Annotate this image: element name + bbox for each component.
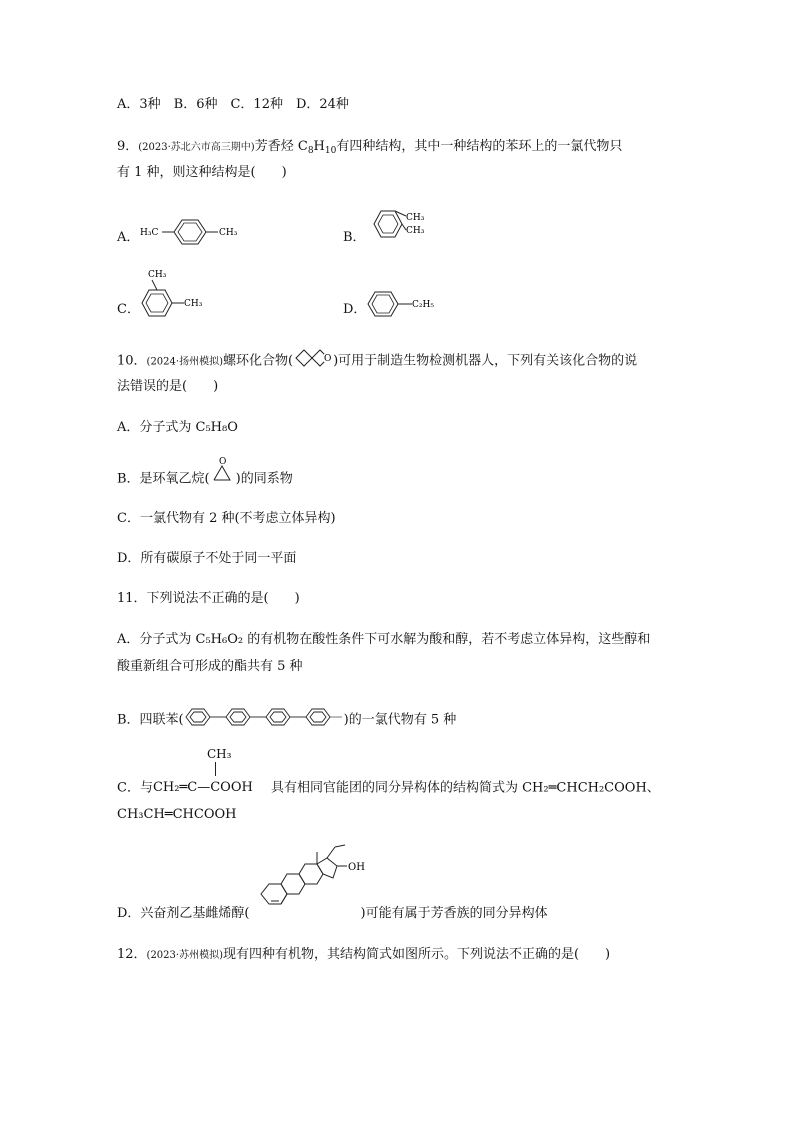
q10-option-c: C．一氯代物有 2 种(不考虑立体异构)	[117, 511, 336, 526]
q10-number: 10．	[117, 353, 147, 369]
q9-d-right-text: C₂H₅	[412, 300, 434, 310]
q11-option-d	[117, 905, 548, 923]
q11-option-b-b: )的一氯代物有 5 种	[343, 712, 457, 728]
q9-option-c-label: C．	[117, 302, 140, 317]
q9-number: 9．	[117, 139, 139, 154]
q9-source: (2023·苏北六市高三期中)	[138, 142, 255, 153]
q10-stem	[117, 347, 637, 375]
q9-option-a-structure	[140, 212, 250, 252]
q11-option-b	[117, 707, 456, 733]
q11-option-c-a: C．与	[117, 780, 153, 796]
q9-option-b-structure	[362, 202, 442, 248]
q9-option-d-structure	[362, 288, 452, 322]
epoxide-o: O	[218, 457, 227, 467]
q11-option-c	[117, 747, 660, 798]
q10-option-d: D．所有碳原子不处于同一平面	[117, 551, 297, 566]
q11-option-c-b: 具有相同官能团的同分异构体的结构简式为 CH₂═CHCH₂COOH、	[270, 780, 660, 796]
q11-option-d-a: D．兴奋剂乙基雌烯醇(	[117, 906, 250, 921]
q9-stem	[117, 138, 622, 157]
q9-option-d-label: D．	[343, 302, 367, 317]
q10-stem-b: )可用于制造生物检测机器人，下列有关该化合物的说	[333, 353, 638, 369]
q10-option-a: A．分子式为 C₅H₈O	[117, 420, 238, 435]
q10-option-b-a: B．是环氧乙烷(	[117, 471, 210, 487]
q9-option-c-structure	[138, 266, 218, 320]
q9-option-b-label: B．	[343, 230, 366, 245]
q10-source: (2024·扬州模拟)	[146, 356, 223, 368]
q9-sub10: 10	[324, 146, 337, 156]
q9-a-right-text: CH₃	[219, 228, 238, 238]
q10-stem-a: 螺环化合物(	[222, 353, 294, 369]
q9-line2: 有 1 种，则这种结构是( )	[117, 165, 287, 180]
q9-stem-b: 有四种结构，其中一种结构的苯环上的一氯代物只	[336, 139, 623, 154]
q9-b-bot-text: CH₃	[406, 226, 425, 236]
q10-option-b-b: )的同系物	[235, 471, 293, 487]
q11-option-d-b: )可能有属于芳香族的同分异构体	[360, 906, 548, 921]
q9-a-left-text: H₃C	[140, 228, 159, 238]
q12-number: 12．	[117, 947, 147, 962]
q11-option-a-line1: A．分子式为 C₅H₆O₂ 的有机物在酸性条件下可水解为酸和醇，若不考虑立体异构，这些醇和	[117, 632, 651, 647]
q10-spiro-o: O	[324, 354, 332, 364]
q11-option-a-line2: 酸重新组合可形成的酯共有 5 种	[117, 659, 303, 674]
q12-stem	[117, 946, 610, 965]
q9-stem-a: 芳香烃 C	[254, 139, 308, 154]
q11-option-c-line2: CH₃CH═CHCOOH	[117, 807, 237, 822]
q12-source: (2023·苏州模拟)	[146, 950, 223, 961]
q10-line2: 法错误的是( )	[117, 379, 219, 394]
q9-b-top-text: CH₃	[406, 213, 425, 223]
q10-option-b	[117, 457, 293, 489]
epoxide-structure	[210, 455, 236, 489]
q11-stem: 11．下列说法不正确的是( )	[117, 591, 300, 606]
methacrylic-formula: CH₂═C—COOH	[152, 780, 253, 795]
q10-spiro-structure	[293, 347, 333, 375]
q11-option-b-a: B．四联苯(	[117, 712, 184, 728]
q9-option-a-label: A．	[117, 230, 140, 245]
q9-c-top-text: CH₃	[148, 270, 167, 280]
q8-options: A．3种 B．6种 C．12种 D．24种	[117, 97, 349, 112]
q12-stem-text: 现有四种有机物，其结构简式如图所示。下列说法不正确的是( )	[222, 947, 611, 962]
q9-h: H	[313, 139, 325, 154]
tetraphenyl-structure	[184, 707, 344, 733]
methacrylic-ch3: CH₃	[206, 747, 232, 761]
q9-sub8: 8	[307, 146, 314, 156]
steroid-oh: OH	[348, 862, 365, 873]
q9-c-right-text: CH₃	[184, 299, 203, 309]
methacrylic-acid-structure	[152, 747, 271, 797]
